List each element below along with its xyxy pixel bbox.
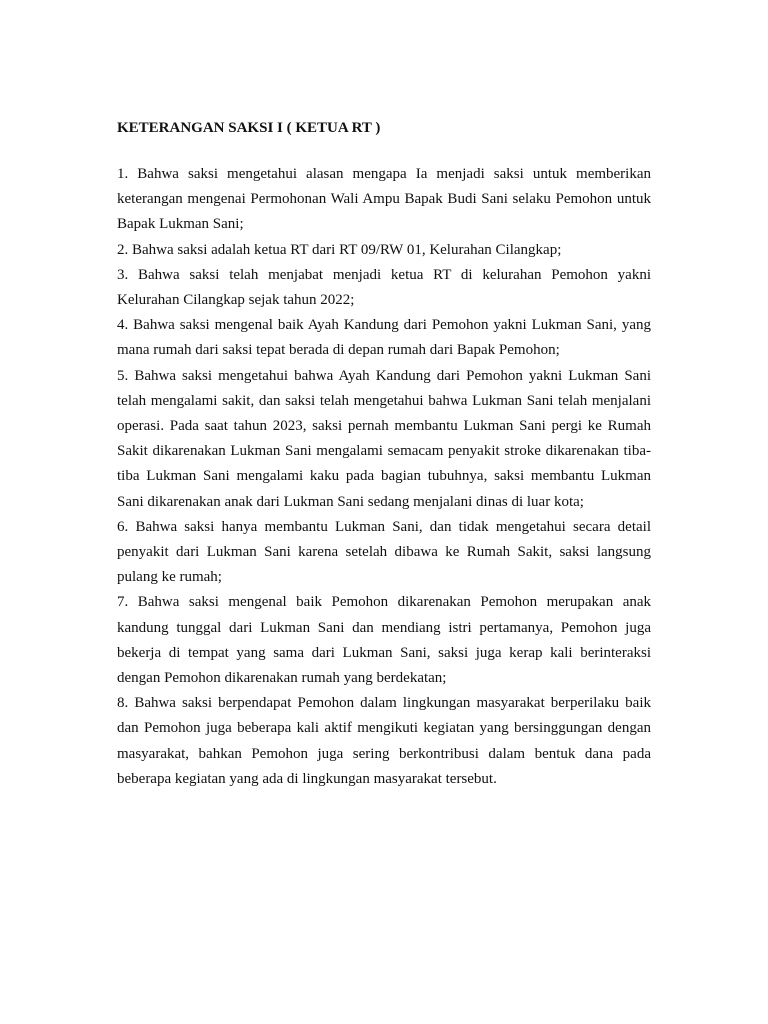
statement-item-4 xyxy=(117,313,651,363)
statement-number: 4. xyxy=(117,317,129,334)
statement-number: 7. xyxy=(117,594,129,611)
statement-text: Bahwa saksi adalah ketua RT dari RT 09/RW 01, Kelurahan Cilangkap; xyxy=(132,241,562,258)
statement-text: Bahwa saksi berpendapat Pemohon dalam lingkungan masyarakat berperilaku baik dan Pemohon juga beberapa kali aktif mengikuti kegiatan yang bersinggungan dengan masyarakat, bahkan Pemohon juga sering berkontribusi dalam bentuk dana pada beberapa kegiatan yang ada di lingkungan masyarakat tersebut. xyxy=(117,695,651,787)
statement-item-8 xyxy=(117,691,651,792)
statement-text: Bahwa saksi mengetahui bahwa Ayah Kandung dari Pemohon yakni Lukman Sani telah mengalami sakit, dan saksi telah mengetahui bahwa Lukman Sani telah menjalani operasi. Pada saat tahun 2023, saksi pernah membantu Lukman Sani pergi ke Rumah Sakit dikarenakan Lukman Sani mengalami semacam penyakit stroke dikarenakan tiba-tiba Lukman Sani mengalami kaku pada bagian tubuhnya, saksi membantu Lukman Sani dikarenakan anak dari Lukman Sani sedang menjalani dinas di luar kota; xyxy=(117,367,652,510)
statement-list xyxy=(117,162,651,792)
statement-text: Bahwa saksi telah menjabat menjadi ketua RT di kelurahan Pemohon yakni Kelurahan Cilangkap sejak tahun 2022; xyxy=(117,266,652,309)
statement-text: Bahwa saksi hanya membantu Lukman Sani, dan tidak mengetahui secara detail penyakit dari Lukman Sani karena setelah dibawa ke Rumah Sakit, saksi langsung pulang ke rumah; xyxy=(117,518,651,586)
statement-number: 6. xyxy=(117,518,129,535)
statement-number: 8. xyxy=(117,695,129,712)
statement-number: 3. xyxy=(117,266,129,283)
statement-item-3 xyxy=(117,263,651,313)
statement-number: 2. xyxy=(117,241,129,258)
document-page xyxy=(117,116,651,792)
statement-item-6 xyxy=(117,515,651,591)
statement-item-2 xyxy=(117,238,651,263)
statement-item-5 xyxy=(117,364,651,515)
statement-number: 5. xyxy=(117,367,129,384)
statement-text: Bahwa saksi mengenal baik Ayah Kandung dari Pemohon yakni Lukman Sani, yang mana rumah dari saksi tepat berada di depan rumah dari Bapak Pemohon; xyxy=(117,317,651,359)
statement-text: Bahwa saksi mengenal baik Pemohon dikarenakan Pemohon merupakan anak kandung tunggal dari Lukman Sani dan mendiang istri pertamanya, Pemohon juga bekerja di tempat yang sama dari Lukman Sani, saksi juga kerap kali berinteraksi dengan Pemohon dikarenakan rumah yang berdekatan; xyxy=(117,594,652,687)
statement-text: Bahwa saksi mengetahui alasan mengapa Ia menjadi saksi untuk memberikan keterangan mengenai Permohonan Wali Ampu Bapak Budi Sani selaku Pemohon untuk Bapak Lukman Sani; xyxy=(117,166,652,233)
statement-item-7 xyxy=(117,590,651,691)
statement-number: 1. xyxy=(117,166,129,182)
document-title: KETERANGAN SAKSI I ( KETUA RT ) xyxy=(117,120,381,136)
statement-item-1 xyxy=(117,162,651,238)
